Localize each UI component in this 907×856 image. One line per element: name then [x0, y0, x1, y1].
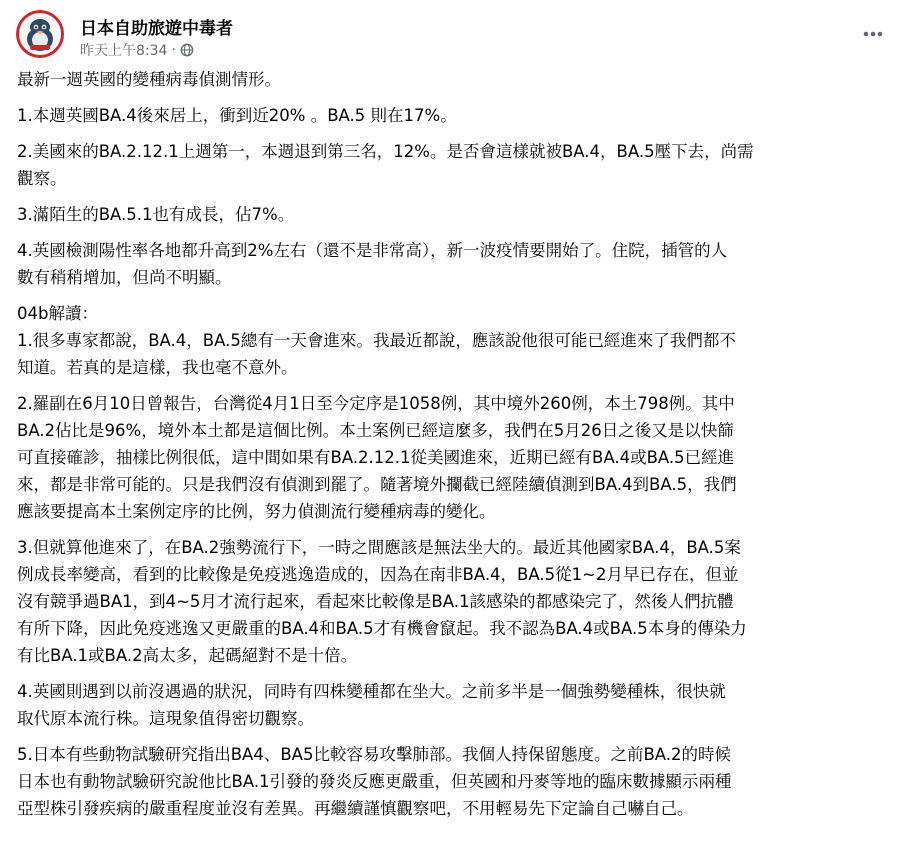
post-paragraph-2: 2.美國來的BA.2.12.1上週第一，本週退到第三名，12%。是否會這樣就被BA.4，BA.5壓下去，尚需 觀察。: [17, 142, 754, 188]
more-dots-icon: [863, 31, 883, 37]
post-timestamp[interactable]: 昨天上午8:34: [80, 43, 168, 59]
post-body: [17, 66, 892, 831]
analysis-paragraph-5: 5.日本有些動物試驗研究指出BA4、BA5比較容易攻擊肺部。我個人持保留態度。之前BA.2的時候 日本也有動物試驗研究說他比BA.1引發的發炎反應更嚴重，但英國和丹麥等地的臨床數據顯示兩種 亞型株引發疾病的嚴重程度並沒有差異。再繼續謹慎觀察吧，不用輕易先下定論自己嚇自己。: [17, 745, 732, 818]
analysis-paragraph-2: 2.羅副在6月10日曾報告，台灣從4月1日至今定序是1058例，其中境外260例，本土798例。其中 BA.2佔比是96%，境外本土都是這個比例。本土案例已經這麼多，我們在5月26日之後又是以快篩 可直接確診，抽樣比例很低，這中間如果有BA.2.12.1從美國進來，近期已經有BA.4或BA.5已經進 來，都是非常可能的。只是我們沒有偵測到罷了。隨著境外攔截已經陸續偵測到BA.4到BA.5，我們 應該要提高本土案例定序的比例，努力偵測流行變種病毒的變化。: [17, 394, 737, 521]
post-paragraph-1: 1.本週英國BA.4後來居上，衝到近20% 。BA.5 則在17%。: [17, 106, 457, 125]
analysis-paragraph-1: 1.很多專家都說，BA.4，BA.5總有一天會進來。我最近都說，應該說他很可能已經進來了我們都不 知道。若真的是這樣，我也毫不意外。: [17, 331, 736, 377]
post-header: [16, 8, 891, 60]
post-paragraph-3: 3.滿陌生的BA.5.1也有成長，佔7%。: [17, 205, 295, 224]
more-options-button[interactable]: [855, 18, 891, 50]
analysis-heading: 04b解讀：: [17, 304, 98, 323]
penguin-logo-icon: [16, 10, 64, 58]
post-paragraph-intro: 最新一週英國的變種病毒偵測情形。: [17, 70, 281, 89]
author-name[interactable]: 日本自助旅遊中毒者: [80, 19, 233, 39]
post-paragraph-4: 4.英國檢測陽性率各地都升高到2%左右（還不是非常高），新一波疫情要開始了。住院，插管的人 數有稍稍增加，但尚不明顯。: [17, 241, 728, 287]
analysis-paragraph-3: 3.但就算他進來了，在BA.2強勢流行下，一時之間應該是無法坐大的。最近其他國家BA.4，BA.5案 例成長率變高，看到的比較像是免疫逃逸造成的，因為在南非BA.4，BA.5從1~2月早已存在，但並 沒有競爭過BA1，到4~5月才流行起來，看起來比較像是BA.1該感染的都感染完了，然後人們抗體 有所下降，因此免疫逃逸又更嚴重的BA.4和BA.5才有機會竄起。我不認為BA.4或BA.5本身的傳染力 有比BA.1或BA.2高太多，起碼絕對不是十倍。: [17, 538, 747, 665]
avatar[interactable]: [16, 10, 64, 58]
meta-separator: ·: [171, 42, 176, 58]
globe-icon: [180, 43, 194, 57]
analysis-paragraph-4: 4.英國則遇到以前沒遇過的狀況，同時有四株變種都在坐大。之前多半是一個強勢變種株，很快就 取代原本流行株。這現象值得密切觀察。: [17, 682, 726, 728]
post-meta: [80, 40, 194, 60]
